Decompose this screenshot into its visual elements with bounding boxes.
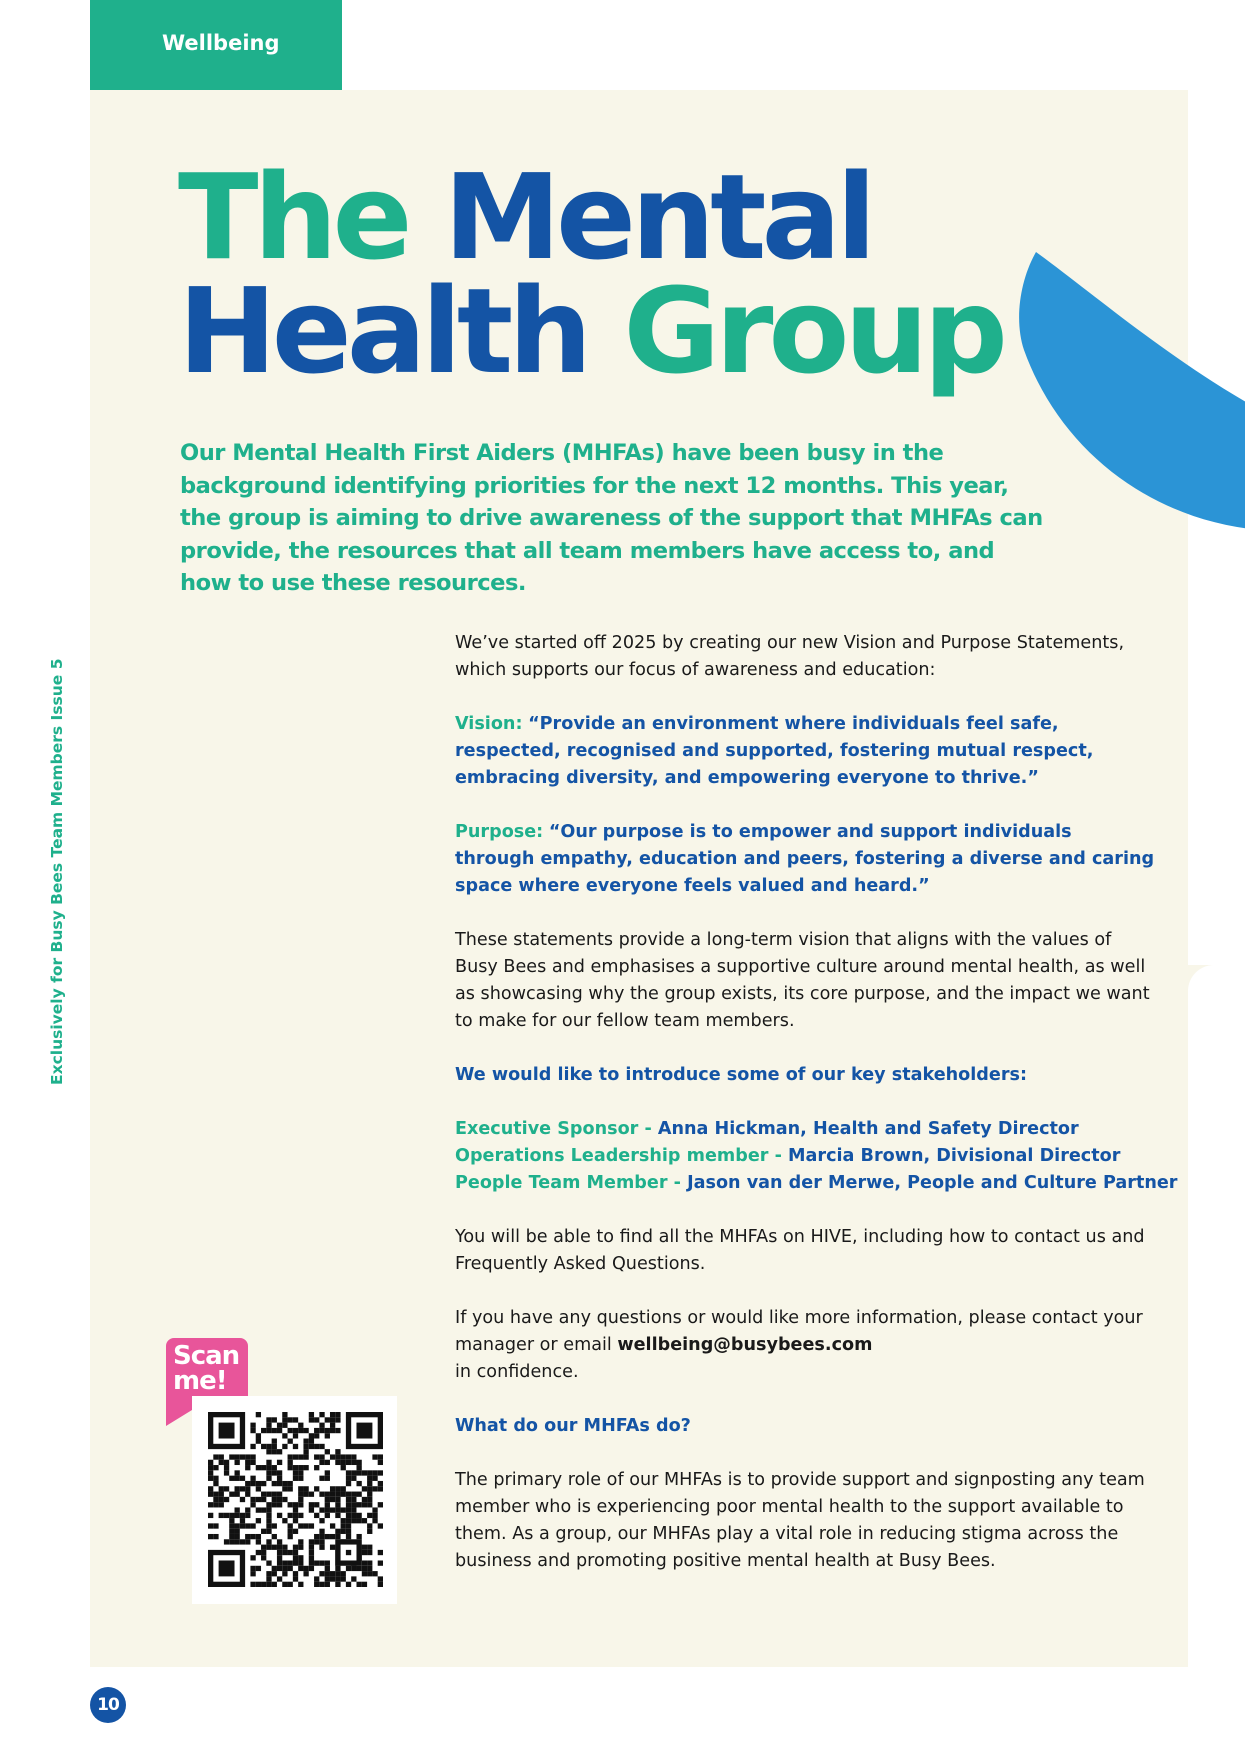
- email-link[interactable]: wellbeing@busybees.com: [617, 1335, 873, 1355]
- contact-text-end: in confidence.: [455, 1362, 579, 1382]
- scan-line-2: me!: [173, 1366, 227, 1396]
- title-word-health: Health: [178, 262, 588, 400]
- paragraph-statements: These statements provide a long-term vision that aligns with the values of Busy Bees and emphasises a supportive culture around mental health, as well as showcasing why the group exists, its core purpose, and the impact we want to make for our fellow team members.: [455, 930, 1150, 1031]
- stakeholder-name: Marcia Brown, Divisional Director: [788, 1146, 1121, 1166]
- notch-round: [1188, 965, 1245, 1025]
- section-tab: [90, 0, 342, 90]
- stakeholder-name: Anna Hickman, Health and Safety Director: [657, 1119, 1079, 1139]
- stakeholder-item: [455, 1116, 1155, 1143]
- title-word-mental: Mental: [443, 148, 872, 286]
- stakeholder-name: Jason van der Merwe, People and Culture Partner: [687, 1173, 1178, 1193]
- scan-me-label: [173, 1341, 249, 1396]
- purpose-statement: [455, 819, 1155, 900]
- stakeholders-heading: We would like to introduce some of our key stakeholders:: [455, 1065, 1028, 1085]
- purpose-label: Purpose:: [455, 822, 544, 842]
- stakeholder-item: [455, 1170, 1178, 1197]
- stakeholders-list: [455, 1116, 1178, 1197]
- side-text: Exclusively for Busy Bees Team Members Issue 5: [48, 658, 66, 1085]
- stakeholder-role: Operations Leadership member -: [455, 1146, 789, 1166]
- intro-paragraph: Our Mental Health First Aiders (MHFAs) have been busy in the background identifying priorities for the next 12 months. This year, the group is aiming to drive awareness of the support that MHFAs can provide, the resources that all team members have access to, and how to use these resources.: [180, 440, 1043, 596]
- page-margin: [1188, 965, 1245, 1667]
- title-word-group: Group: [623, 262, 1003, 400]
- page-number-text: 10: [97, 1695, 119, 1715]
- paragraph-contact: [455, 1305, 1155, 1386]
- paragraph-vision-intro: We’ve started off 2025 by creating our new Vision and Purpose Statements, which supports our focus of awareness and education:: [455, 633, 1125, 680]
- contact-text: If you have any questions or would like more information, please contact your manager or email: [455, 1308, 1143, 1355]
- purpose-text: “Our purpose is to empower and support individuals through empathy, education and peers, fostering a diverse and caring space where everyone feels valued and heard.”: [455, 822, 1155, 896]
- vision-text: “Provide an environment where individuals feel safe, respected, recognised and supported, fostering mutual respect, embracing diversity, and empowering everyone to thrive.”: [455, 714, 1094, 788]
- stakeholder-role: Executive Sponsor -: [455, 1119, 658, 1139]
- page-title: [178, 148, 1003, 400]
- vision-label: Vision:: [455, 714, 523, 734]
- what-heading: What do our MHFAs do?: [455, 1416, 691, 1436]
- stakeholder-item: [455, 1143, 1155, 1170]
- vision-statement: [455, 711, 1155, 792]
- qr-code[interactable]: [192, 1396, 397, 1604]
- section-tab-label: Wellbeing: [162, 31, 280, 55]
- stakeholder-role: People Team Member -: [455, 1173, 688, 1193]
- title-word-the: The: [178, 148, 408, 286]
- paragraph-hive: You will be able to find all the MHFAs on HIVE, including how to contact us and Frequently Asked Questions.: [455, 1227, 1145, 1274]
- qr-code-icon: [208, 1412, 383, 1587]
- paragraph-role: The primary role of our MHFAs is to provide support and signposting any team member who is experiencing poor mental health to the support available to them. As a group, our MHFAs play a vital role in reducing stigma across the business and promoting positive mental health at Busy Bees.: [455, 1470, 1145, 1571]
- body-column: [455, 630, 1178, 1602]
- page-number: [90, 1687, 126, 1723]
- scan-line-1: Scan: [173, 1341, 240, 1371]
